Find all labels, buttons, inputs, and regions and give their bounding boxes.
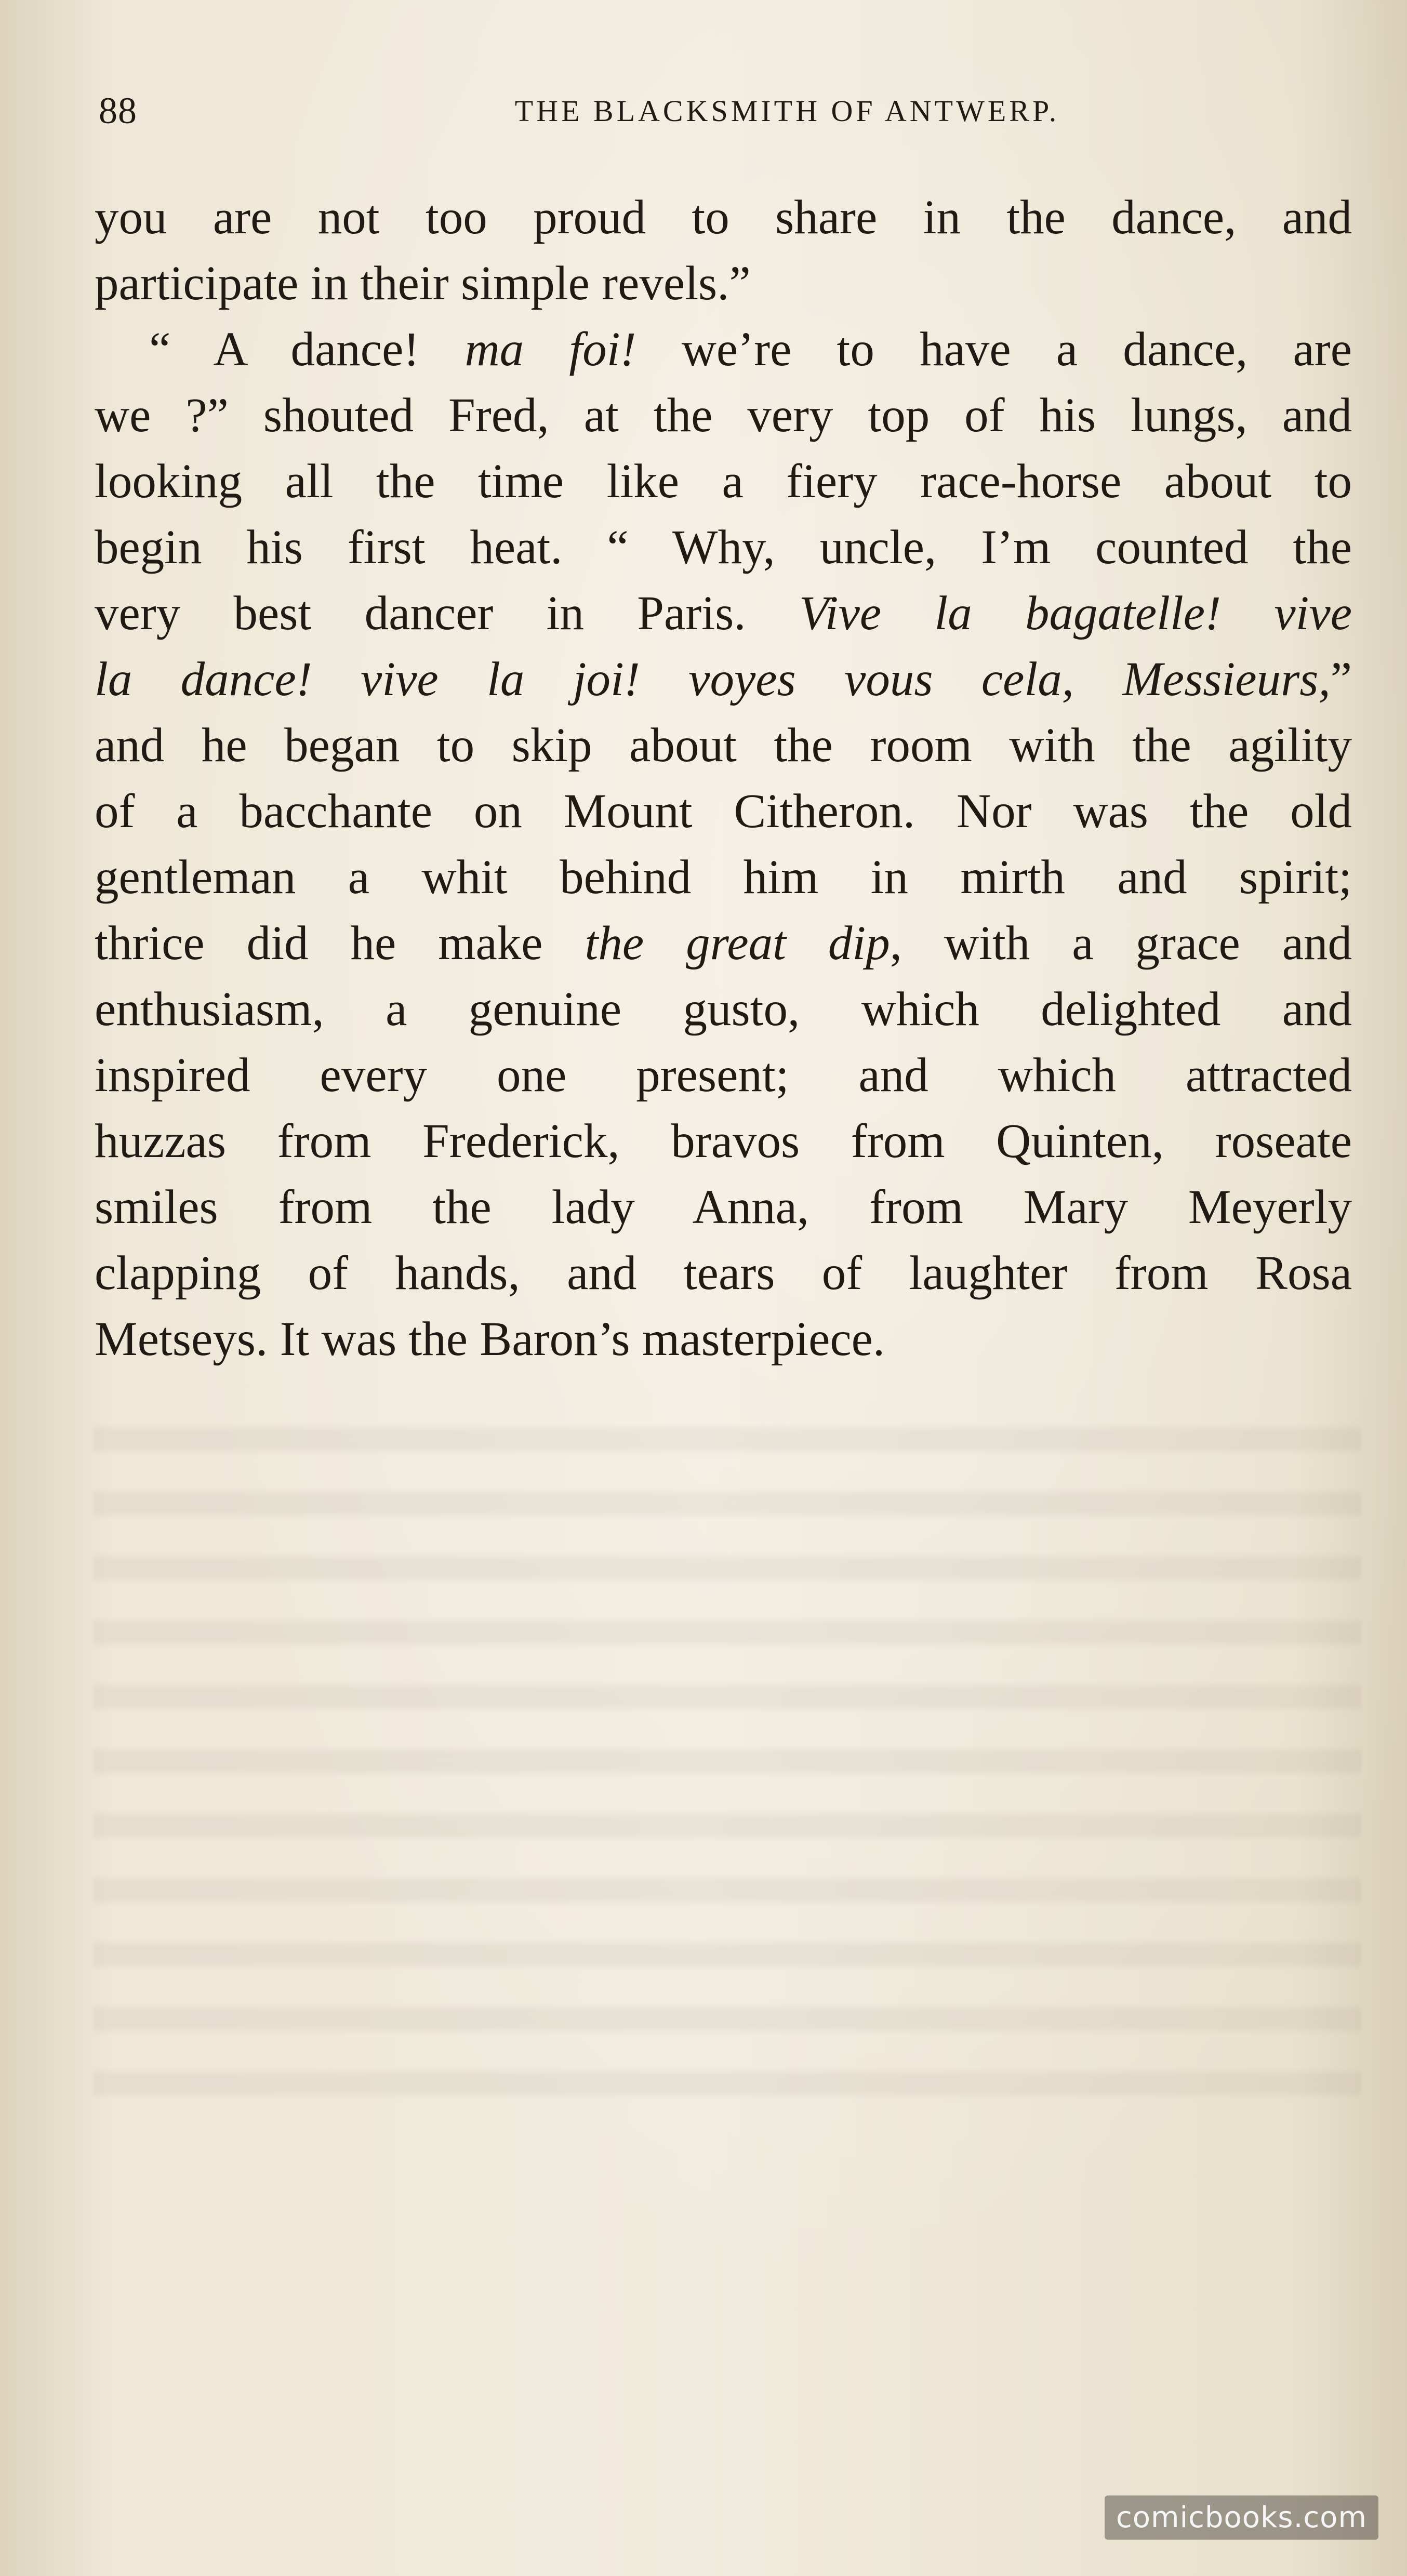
- text-line: [95, 514, 1352, 580]
- body-text: [95, 184, 1352, 1372]
- text-line: [95, 382, 1352, 448]
- text-line: [95, 184, 1352, 250]
- text-line: [95, 844, 1352, 910]
- text-line: [95, 250, 1352, 316]
- italic-text: ma foi!: [464, 323, 636, 376]
- text-span: we’re to have a dance, are: [636, 323, 1352, 376]
- text-span: looking all the time like a fiery race-horse about to: [95, 455, 1352, 508]
- text-line: [95, 712, 1352, 778]
- text-span: , with a grace and: [890, 917, 1352, 970]
- italic-text: la dance! vive la joi! voyes vous cela, Messieurs,: [95, 653, 1331, 706]
- text-line: [95, 316, 1352, 382]
- watermark: comicbooks.com: [1105, 2495, 1378, 2540]
- text-line: [95, 976, 1352, 1042]
- italic-text: the great dip: [585, 917, 890, 970]
- text-span: you are not too proud to share in the dance, and: [95, 191, 1352, 244]
- text-span: inspired every one present; and which attracted: [95, 1048, 1352, 1102]
- page-header: [99, 89, 1351, 136]
- text-line: [95, 580, 1352, 646]
- text-span: enthusiasm, a genuine gusto, which delighted and: [95, 982, 1352, 1036]
- text-span: participate in their simple revels.”: [95, 257, 751, 310]
- show-through-text: [94, 1403, 1361, 2130]
- text-line: [95, 1174, 1352, 1240]
- text-line: [95, 910, 1352, 976]
- text-span: of a bacchante on Mount Citheron. Nor was the old: [95, 785, 1352, 838]
- text-line: [95, 646, 1352, 712]
- text-span: “ A dance!: [149, 323, 465, 376]
- text-span: huzzas from Frederick, bravos from Quinten, roseate: [95, 1114, 1352, 1168]
- text-line: [95, 1306, 1352, 1372]
- text-span: thrice did he make: [95, 917, 585, 970]
- text-span: we ?” shouted Fred, at the very top of his lungs, and: [95, 389, 1352, 442]
- page-number: 88: [99, 90, 137, 131]
- text-line: [95, 448, 1352, 514]
- text-span: clapping of hands, and tears of laughter from Rosa: [95, 1246, 1352, 1300]
- text-span: and he began to skip about the room with the agility: [95, 719, 1352, 772]
- text-span: gentleman a whit behind him in mirth and spirit;: [95, 851, 1352, 904]
- running-head: THE BLACKSMITH OF ANTWERP.: [514, 94, 1060, 128]
- text-line: [95, 1240, 1352, 1306]
- text-line: [95, 1042, 1352, 1108]
- text-span: ”: [1330, 653, 1352, 706]
- text-line: [95, 1108, 1352, 1174]
- text-span: smiles from the lady Anna, from Mary Meyerly: [95, 1180, 1352, 1234]
- text-span: Metseys. It was the Baron’s masterpiece.: [95, 1312, 885, 1366]
- text-span: very best dancer in Paris.: [95, 587, 799, 640]
- italic-text: Vive la bagatelle! vive: [799, 587, 1352, 640]
- text-line: [95, 778, 1352, 844]
- text-span: begin his first heat. “ Why, uncle, I’m counted the: [95, 521, 1352, 574]
